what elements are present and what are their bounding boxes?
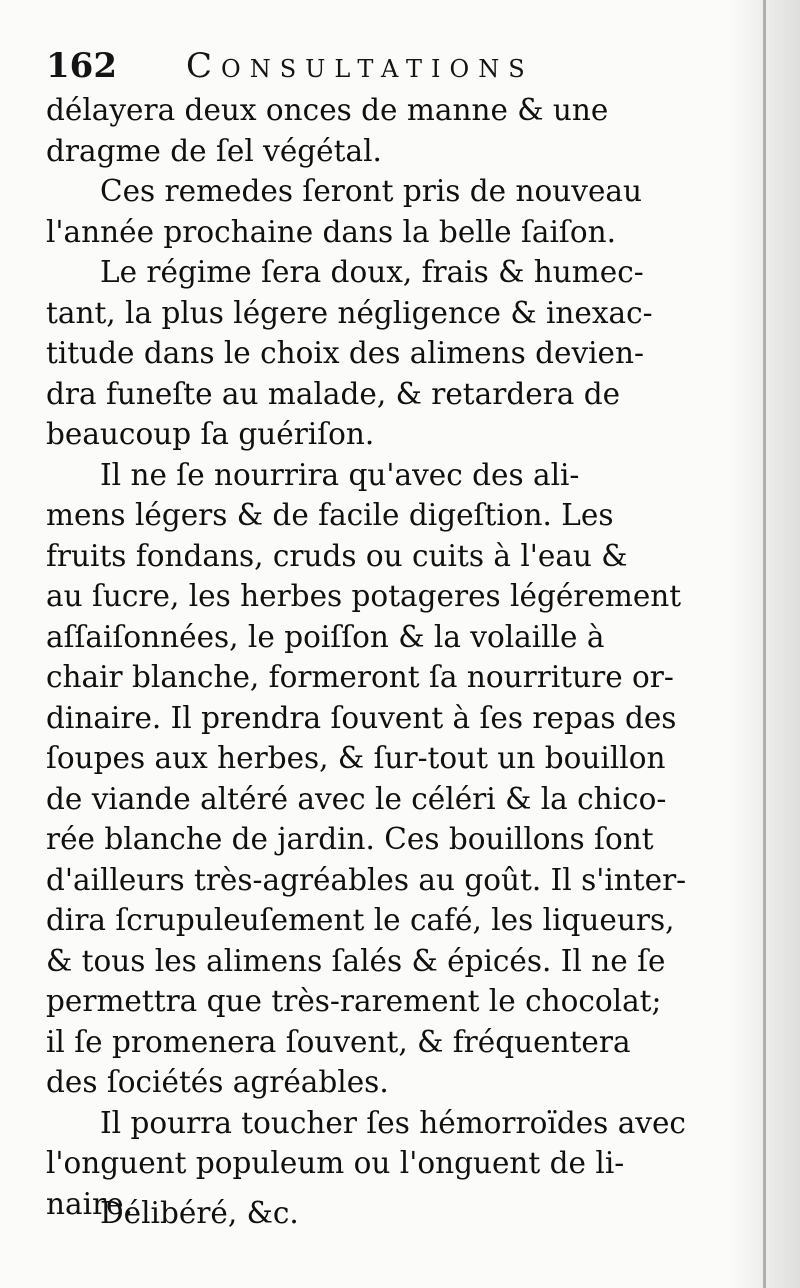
text-line: il ſe promenera ſouvent, & fréquentera bbox=[46, 1024, 631, 1059]
text-line: de viande altéré avec le céléri & la chico- bbox=[46, 781, 667, 816]
text-line: fruits fondans, cruds ou cuits à l'eau & bbox=[46, 538, 628, 573]
signature-line: Délibéré, &c. bbox=[100, 1196, 299, 1230]
paragraph-start-line: Il ne ſe nourrira qu'avec des ali- bbox=[100, 457, 580, 492]
page-number: 162 bbox=[46, 46, 117, 86]
text-line: l'onguent populeum ou l'onguent de li- bbox=[46, 1146, 625, 1180]
body-text bbox=[46, 90, 746, 1224]
text-line: mens légers & de facile digeſtion. Les bbox=[46, 498, 614, 532]
text-line: chair blanche, formeront ſa nourriture or- bbox=[46, 660, 674, 694]
text-line: des ſociétés agréables. bbox=[46, 1065, 389, 1099]
paragraph-start-line: Le régime ſera doux, frais & humec- bbox=[100, 255, 644, 289]
text-line: titude dans le choix des alimens devien- bbox=[46, 336, 644, 370]
paragraph-start-line: Ces remedes ſeront pris de nouveau bbox=[100, 174, 642, 208]
text-line: dragme de ſel végétal. bbox=[46, 133, 382, 168]
text-line: délayera deux onces de manne & une bbox=[46, 93, 609, 127]
text-line: aſſaiſonnées, le poiſſon & la volaille à bbox=[46, 619, 605, 654]
text-line: permettra que très-rarement le chocolat; bbox=[46, 984, 662, 1018]
paragraph-start-line: Il pourra toucher ſes hémorroïdes avec bbox=[100, 1105, 686, 1140]
text-line: & tous les alimens ſalés & épicés. Il ne ſe bbox=[46, 943, 666, 978]
text-line: au ſucre, les herbes potageres légérement bbox=[46, 579, 682, 613]
running-head: Consultations bbox=[186, 46, 534, 86]
page-header bbox=[46, 42, 606, 94]
text-line: dra funeſte au malade, & retardera de bbox=[46, 376, 621, 411]
text-line: dira ſcrupuleuſement le café, les liqueurs, bbox=[46, 903, 675, 937]
page-binding-line bbox=[763, 0, 766, 1288]
text-line: d'ailleurs très-agréables au goût. Il s'inter- bbox=[46, 862, 687, 897]
text-line: beaucoup ſa guériſon. bbox=[46, 417, 375, 451]
text-line: rée blanche de jardin. Ces bouillons ſont bbox=[46, 822, 654, 856]
text-line: tant, la plus légere négligence & inexac- bbox=[46, 295, 653, 330]
text-line: naire. bbox=[46, 1186, 133, 1221]
text-line: l'année prochaine dans la belle ſaiſon. bbox=[46, 214, 616, 249]
text-line: ſoupes aux herbes, & ſur-tout un bouillon bbox=[46, 741, 666, 775]
text-line: dinaire. Il prendra ſouvent à ſes repas des bbox=[46, 700, 677, 735]
